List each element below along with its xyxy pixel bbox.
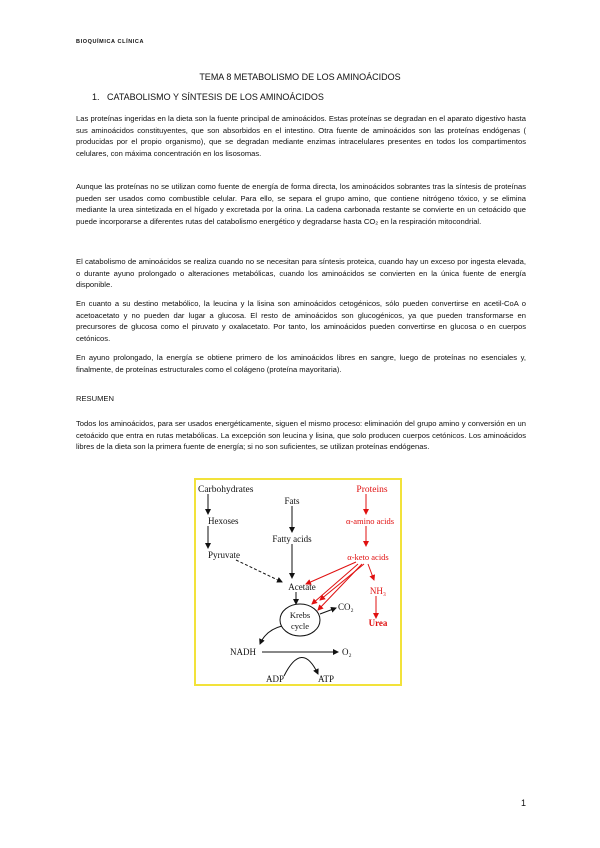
paragraph-5: En ayuno prolongado, la energía se obtiene primero de los aminoácidos libres en sangre, luego de proteínas no esenciales y, finalmente, de proteínas estructurales como el colágeno (proteína mayoritaria). [76,353,526,374]
label-adp: ADP [266,674,285,684]
krebs-cycle-circle [280,604,320,636]
page-number: 1 [520,798,526,808]
label-o2: O₂ [342,647,352,657]
label-carbohydrates: Carbohydrates [198,485,254,495]
label-alpha-amino-acids: α-amino acids [345,516,395,526]
label-proteins: Proteins [356,485,388,495]
label-fats: Fats [284,496,300,506]
arrow-keto-krebs-1 [312,564,358,604]
paragraph-3: El catabolismo de aminoácidos se realiza cuando no se necesitan para síntesis proteica, cuando hay un exceso por ingesta elevada, o durante ayuno prolongado o alteraciones metabólicas, cuando los aminoácidos se convierten en la única fuente de energía disponible. [76,257,526,289]
label-nadh: NADH [230,647,256,657]
paragraph-4: En cuanto a su destino metabólico, la leucina y la lisina son aminoácidos cetogénicos, sólo pueden convertirse en acetil-CoA o acetoacetato y no pueden dar lugar a glucosa. El resto de aminoácidos son glucogénicos, ya que pueden transformarse en precursores de glucosa como el piruvato y oxalacetato. Por tanto, los aminoácidos pueden convertirse en glucosa o en cuerpos cetónicos. [76,299,526,343]
label-pyruvate: Pyruvate [208,550,240,560]
label-fatty-acids: Fatty acids [272,534,312,544]
section-heading: 1. CATABOLISMO Y SÍNTESIS DE LOS AMINOÁCIDOS [92,92,324,102]
metabolism-diagram-svg [196,480,400,684]
label-urea: Urea [368,618,388,628]
label-cycle: cycle [291,621,309,631]
label-nh3: NH₃ [369,586,387,596]
arrow-keto-nh3 [368,564,374,580]
label-co2: CO₂ [338,602,354,612]
label-hexoses: Hexoses [208,516,239,526]
label-alpha-keto-acids: α-keto acids [347,552,389,562]
arrow-krebs-nadh [260,626,282,644]
arrow-adp-atp [284,657,318,676]
resumen-heading: RESUMEN [76,394,114,403]
metabolism-diagram [194,478,402,686]
arrow-pyruvate-acetate [236,560,282,582]
chapter-title: TEMA 8 METABOLISMO DE LOS AMINOÁCIDOS [199,72,401,82]
arrow-keto-krebs-3 [320,564,364,600]
label-krebs: Krebs [289,610,311,620]
resumen-paragraph: Todos los aminoácidos, para ser usados energéticamente, siguen el mismo proceso: eliminación del grupo amino y conversión en un cetoácido que entra en rutas metabólicas. La excepción son leucina y lisina, que solo producen cuerpos cetónicos. Los aminoácidos libres de la dieta son la primera fuente de energía; si no son suficientes, se utilizan proteínas endógenas. [76,419,526,451]
label-acetate: Acetate [288,582,316,592]
label-atp: ATP [318,674,335,684]
arrow-keto-acetate [306,562,356,584]
arrow-krebs-co2 [320,608,336,614]
paragraph-2: Aunque las proteínas no se utilizan como fuente de energía de forma directa, los aminoácidos sobrantes tras la síntesis de proteínas pueden ser usados como combustible celular. Para ello, se separa el grupo amino, que contiene nitrógeno tóxico, y se elimina mediante la urea sintetizada en el hígado y excretada por la orina. La cadena carbonada restante se convierte en un cetoácido que puede incorporarse a diferentes rutas del catabolismo energético y degradarse hasta CO₂ en la respiración mitocondrial. [76,182,526,226]
paragraph-1: Las proteínas ingeridas en la dieta son la fuente principal de aminoácidos. Estas proteínas se degradan en el aparato digestivo hasta sus aminoácidos constituyentes, que son absorbidos en el intestino. Otra fuente de aminoácidos son las proteínas endógenas ( producidas por el propio organismo), que se degradan mediante enzimas intracelulares presentes en todos los compartimentos celulares, con máxima concentración en los lisosomas. [76,114,526,158]
document-header: BIOQUÍMICA CLÍNICA [76,39,145,45]
